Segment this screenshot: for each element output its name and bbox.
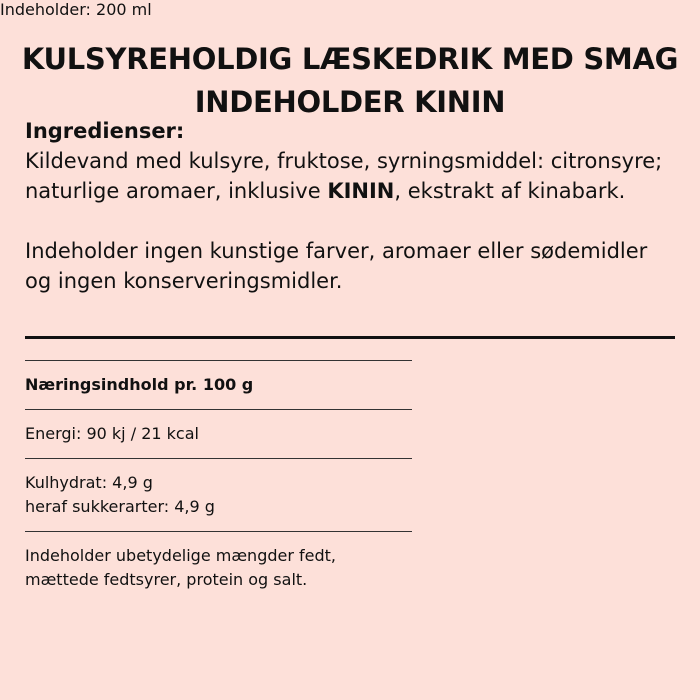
- ingredients-text-end: , ekstrakt af kinabark.: [394, 179, 626, 203]
- title-line-2: INDEHOLDER KININ: [194, 85, 506, 119]
- product-title: [0, 38, 700, 124]
- nutrition-heading: Næringsindhold pr. 100 g: [25, 375, 254, 394]
- nutrition-sugars: heraf sukkerarter: 4,9 g: [25, 497, 215, 516]
- ingredients-note: Indeholder ingen kunstige farver, aromaer eller sødemidler og ingen konserveringsmidler.: [25, 239, 648, 293]
- nutrition-carbs: Kulhydrat: 4,9 g: [25, 473, 153, 492]
- net-contents: Indeholder: 200 ml: [0, 0, 152, 19]
- nutrition-note-line-2: mættede fedtsyrer, protein og salt.: [25, 570, 308, 589]
- ingredients-highlight: KININ: [327, 179, 395, 203]
- ingredients-text: [25, 146, 680, 206]
- nutrition-note: [25, 532, 412, 604]
- ingredients-heading: Ingredienser:: [25, 119, 185, 143]
- section-divider: [25, 336, 675, 339]
- ingredients-section: [25, 116, 680, 296]
- nutrition-table: [25, 360, 412, 604]
- title-line-1: KULSYREHOLDIG LÆSKEDRIK MED SMAG: [21, 42, 679, 76]
- nutrition-energy: Energi: 90 kj / 21 kcal: [25, 424, 199, 443]
- nutrition-carbs-block: [25, 459, 412, 531]
- ingredients-text-start: Kildevand med kulsyre, fruktose, syrningsmiddel: citronsyre; naturlige aromaer, inklusive: [25, 149, 663, 203]
- nutrition-note-line-1: Indeholder ubetydelige mængder fedt,: [25, 546, 337, 565]
